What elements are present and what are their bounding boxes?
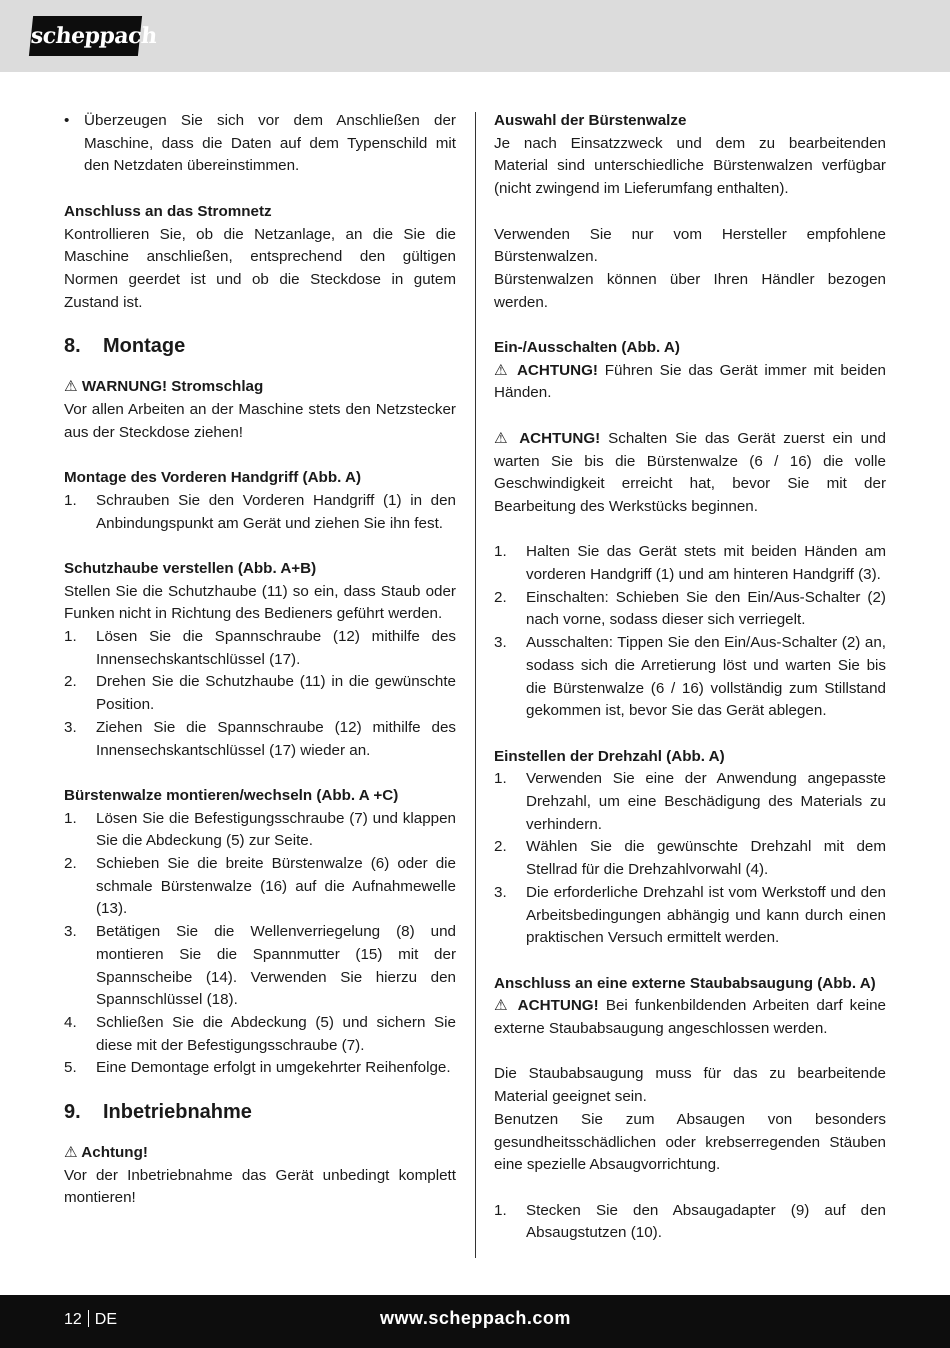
page-number: 12 DE <box>64 1311 118 1328</box>
footer-separator <box>88 1310 89 1327</box>
speed-heading: Einstellen der Drehzahl (Abb. A) <box>494 747 725 765</box>
guard-steps <box>64 626 456 762</box>
footer-url[interactable]: www.scheppach.com <box>380 1308 571 1328</box>
brand-logo: scheppach <box>29 16 142 56</box>
guard-text: Stellen Sie die Schutzhaube (11) so ein, dass Staub oder Funken nicht in Richtung des Bedieners geführt werden. <box>64 582 456 623</box>
right-column <box>494 110 886 1245</box>
onoff-heading: Ein-/Ausschalten (Abb. A) <box>494 339 680 356</box>
warning-icon: ⚠ <box>494 361 511 379</box>
warning-heading: ⚠ WARNUNG! Stromschlag <box>64 378 264 396</box>
list-item: 5. Eine Demontage erfolgt in umgekehrter Reihenfolge. <box>64 1059 451 1077</box>
list-item: 1. Halten Sie das Gerät stets mit beiden Händen am vorderen Handgriff (1) und am hinteren Handgriff (3). <box>494 543 886 583</box>
header-bar <box>0 0 950 72</box>
list-item: 3. Ausschalten: Tippen Sie den Ein/Aus-Schalter (2) an, sodass sich die Arretierung löst und warten Sie bis die Bürstenwalze (6 / 16) vollständig zum Stillstand gekommen ist, bevor Sie das Gerät ablegen. <box>494 634 886 720</box>
list-item: 1. Lösen Sie die Spannschraube (12) mithilfe des Innensechskantschlüssel (17). <box>64 628 456 668</box>
list-item: 2. Wählen Sie die gewünschte Drehzahl mit dem Stellrad für die Drehzahlvorwahl (4). <box>494 838 886 879</box>
list-item: • Überzeugen Sie sich vor dem Anschließen der Maschine, dass die Daten auf dem Typenschild mit den Netzdaten übereinstimmen. <box>64 110 456 178</box>
warning-icon: ⚠ <box>64 1144 78 1162</box>
dust-warning: ⚠ ACHTUNG! Bei funkenbildenden Arbeiten darf keine externe Staubabsaugung angeschlossen werden. <box>494 997 886 1038</box>
list-item: 3. Die erforderliche Drehzahl ist vom Werkstoff und den Arbeitsbedingungen abhängig und kann durch einen praktischen Versuch ermittelt werden. <box>494 883 886 947</box>
handle-steps <box>64 490 456 535</box>
speed-steps <box>494 768 886 950</box>
bullet-icon: • <box>64 112 70 129</box>
list-item: 4. Schließen Sie die Abdeckung (5) und sichern Sie diese mit der Befestigungsschraube (7). <box>64 1013 456 1054</box>
choice-text: Je nach Einsatzzweck und dem zu bearbeitenden Material sind unterschiedliche Bürstenwalzen verfügbar (nicht zwingend im Lieferumfang enthalten). <box>494 134 886 198</box>
attention-text: Vor der Inbetriebnahme das Gerät unbedingt komplett montieren! <box>64 1166 456 1207</box>
column-divider <box>475 112 476 1258</box>
onoff-warning-2: ⚠ ACHTUNG! Schalten Sie das Gerät zuerst ein und warten Sie bis die Bürstenwalze (6 / 16) die volle Geschwindigkeit erreicht hat, bevor Sie mit der Bearbeitung des Werkstücks beginnen. <box>494 429 886 515</box>
list-item: 2. Drehen Sie die Schutzhaube (11) in die gewünschte Position. <box>64 673 456 714</box>
power-text: Kontrollieren Sie, ob die Netzanlage, an die Sie die Maschine anschließen, entsprechend den gültigen Normen geerdet ist und ob die Steckdose in gutem Zustand ist. <box>64 225 456 311</box>
warning-icon: ⚠ <box>494 997 511 1015</box>
choice-heading: Auswahl der Bürstenwalze <box>494 112 687 129</box>
handle-heading: Montage des Vorderen Handgriff (Abb. A) <box>64 469 362 487</box>
onoff-warning-1: ⚠ ACHTUNG! Führen Sie das Gerät immer mit beiden Händen. <box>494 361 886 402</box>
dust-heading: Anschluss an eine externe Staubabsaugung (Abb. A) <box>494 974 876 992</box>
left-column <box>64 110 456 1210</box>
warning-icon: ⚠ <box>494 429 512 447</box>
list-item: 1. Verwenden Sie eine der Anwendung angepasste Drehzahl, um eine Beschädigung des Materials zu verhindern. <box>494 770 886 833</box>
list-item: 3. Ziehen Sie die Spannschraube (12) mithilfe des Innensechskantschlüssel (17) wieder an. <box>64 718 456 759</box>
brush-heading: Bürstenwalze montieren/wechseln (Abb. A +C) <box>64 786 399 804</box>
list-item: 1. Lösen Sie die Befestigungsschraube (7) und klappen Sie die Abdeckung (5) zur Seite. <box>64 809 456 850</box>
recommend-text: Verwenden Sie nur vom Hersteller empfohlene Bürstenwalzen. <box>494 225 886 266</box>
dealer-text: Bürstenwalzen können über Ihren Händler bezogen werden. <box>494 270 886 311</box>
section-heading-montage: 8. Montage <box>64 335 186 358</box>
power-heading: Anschluss an das Stromnetz <box>64 202 272 220</box>
list-item: 1. Stecken Sie den Absaugadapter (9) auf den Absaugstutzen (10). <box>494 1201 886 1242</box>
warning-icon: ⚠ <box>64 378 78 396</box>
brush-steps <box>64 808 456 1080</box>
guard-heading: Schutzhaube verstellen (Abb. A+B) <box>64 559 317 577</box>
dust-text-2: Benutzen Sie zum Absaugen von besonders gesundheitsschädlichen oder krebserregenden Stäuben eine spezielle Absaugvorrichtung. <box>494 1110 886 1174</box>
list-item: 1. Schrauben Sie den Vorderen Handgriff (1) in den Anbindungspunkt am Gerät und ziehen Sie ihn fest. <box>64 491 456 532</box>
section-heading-inbetriebnahme: 9. Inbetriebnahme <box>64 1101 252 1124</box>
dust-text-1: Die Staubabsaugung muss für das zu bearbeitende Material geeignet sein. <box>494 1065 886 1106</box>
list-item: 2. Schieben Sie die breite Bürstenwalze (6) oder die schmale Bürstenwalze (16) auf die Aufnahmewelle (13). <box>64 855 456 918</box>
dust-steps <box>494 1200 886 1245</box>
list-item: 2. Einschalten: Schieben Sie den Ein/Aus-Schalter (2) nach vorne, sodass dieser sich verriegelt. <box>494 588 886 629</box>
onoff-steps <box>494 541 886 723</box>
warning-text: Vor allen Arbeiten an der Maschine stets den Netzstecker aus der Steckdose ziehen! <box>64 401 456 441</box>
list-item: 3. Betätigen Sie die Wellenverriegelung (8) und montieren Sie die Spannmutter (15) mit der Spannscheibe (14). Verwenden Sie hierzu den Spannschlüssel (18). <box>64 923 456 1009</box>
attention-heading: ⚠ Achtung! <box>64 1144 148 1162</box>
footer-bar <box>0 1295 950 1348</box>
